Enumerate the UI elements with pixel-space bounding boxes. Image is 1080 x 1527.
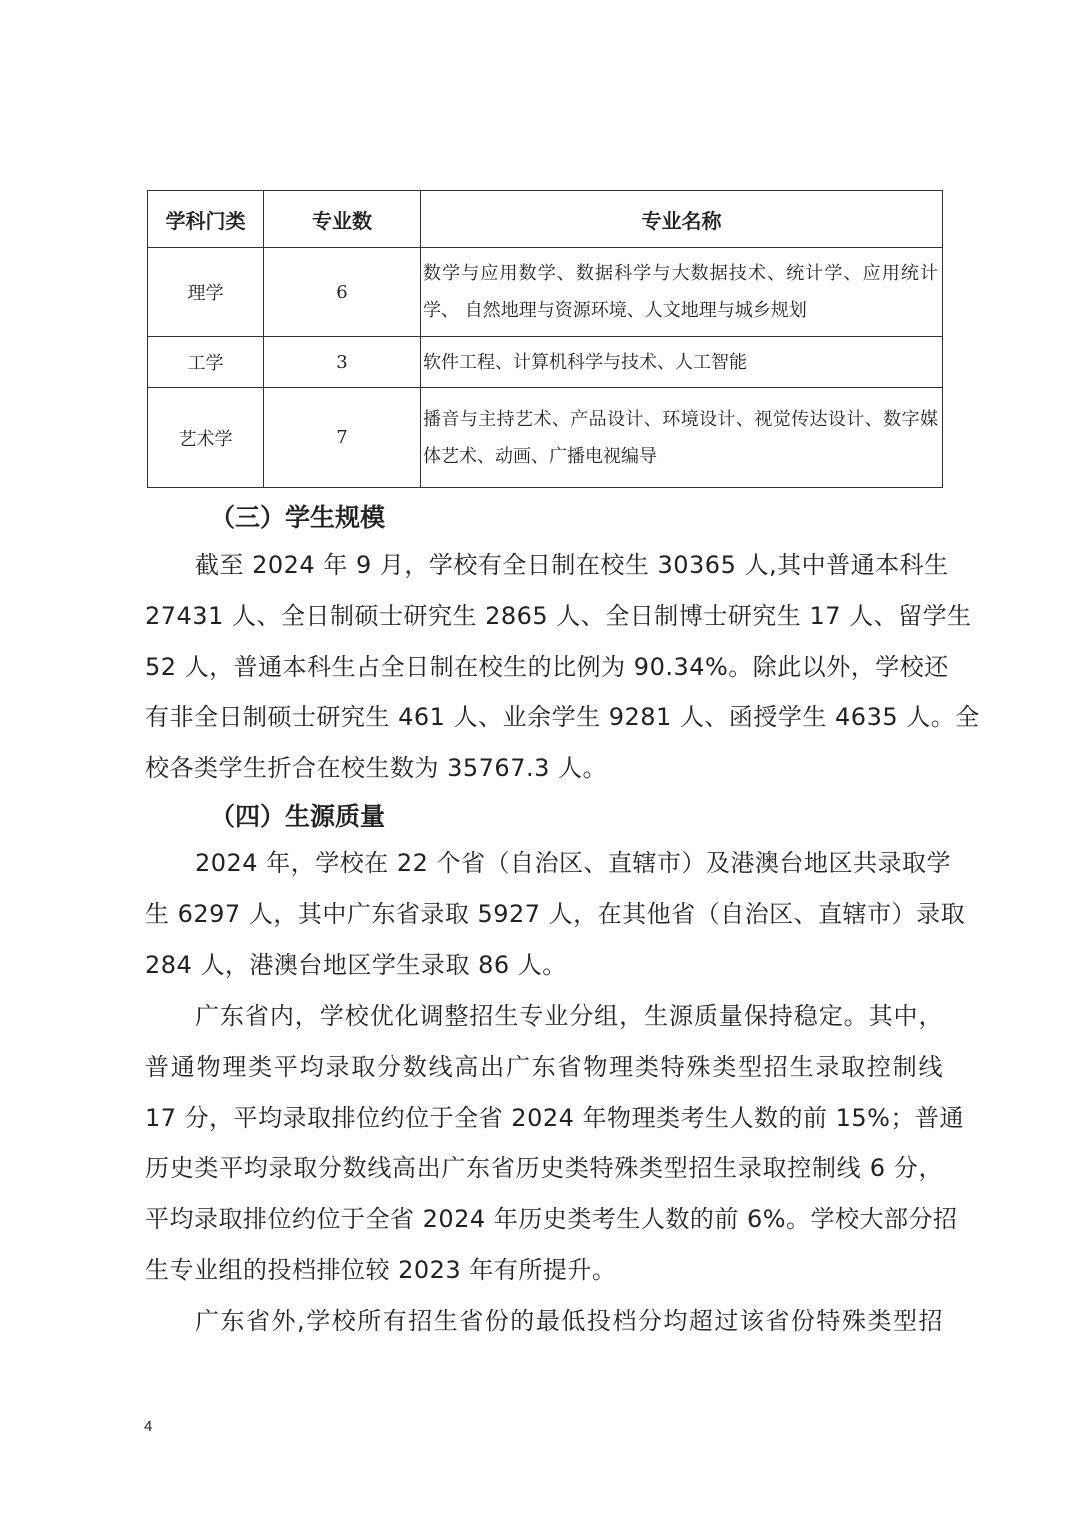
paragraph-line: 截至 2024 年 9 月，学校有全日制在校生 30365 人,其中普通本科生 — [195, 551, 949, 579]
majors-table — [147, 190, 943, 488]
cell-category: 工学 — [148, 337, 264, 388]
paragraph-line: 生 6297 人，其中广东省录取 5927 人，在其他省（自治区、直辖市）录取 — [145, 899, 966, 928]
cell-names: 播音与主持艺术、产品设计、环境设计、视觉传达设计、数字媒体艺术、动画、广播电视编导 — [421, 388, 943, 488]
header-count: 专业数 — [264, 191, 421, 248]
paragraph-line: 284 人，港澳台地区学生录取 86 人。 — [145, 950, 567, 979]
paragraph-line: 27431 人、全日制硕士研究生 2865 人、全日制博士研究生 17 人、留学生 — [145, 601, 972, 630]
paragraph-line: 生专业组的投档排位较 2023 年有所提升。 — [145, 1256, 617, 1284]
paragraph-line: 平均录取排位约位于全省 2024 年历史类考生人数的前 6%。学校大部分招 — [145, 1205, 958, 1234]
cell-names: 软件工程、计算机科学与技术、人工智能 — [421, 337, 943, 388]
section3-heading: （三）学生规模 — [210, 503, 386, 532]
table-header — [148, 191, 943, 248]
table-row — [148, 388, 943, 488]
paragraph-line: 校各类学生折合在校生数为 35767.3 人。 — [145, 754, 608, 783]
section4-heading: （四）生源质量 — [210, 802, 386, 831]
paragraph-line: 普通物理类平均录取分数线高出广东省物理类特殊类型招生录取控制线 — [145, 1052, 943, 1081]
paragraph-line: 广东省外,学校所有招生省份的最低投档分均超过该省份特殊类型招 — [195, 1307, 943, 1335]
page-number: 4 — [144, 1418, 153, 1435]
paragraph-line: 17 分，平均录取排位约位于全省 2024 年物理类考生人数的前 15%；普通 — [145, 1103, 964, 1132]
cell-count: 6 — [264, 248, 421, 337]
paragraph-line: 52 人，普通本科生占全日制在校生的比例为 90.34%。除此以外，学校还 — [145, 652, 949, 681]
cell-count: 7 — [264, 388, 421, 488]
paragraph-line: 历史类平均录取分数线高出广东省历史类特殊类型招生录取控制线 6 分， — [145, 1154, 943, 1183]
cell-category: 理学 — [148, 248, 264, 337]
paragraph-line: 2024 年，学校在 22 个省（自治区、直辖市）及港澳台地区共录取学 — [195, 849, 952, 877]
header-names: 专业名称 — [421, 191, 943, 248]
table-row — [148, 337, 943, 388]
paragraph-line: 有非全日制硕士研究生 461 人、业余学生 9281 人、函授学生 4635 人。全 — [145, 703, 980, 732]
paragraph-line: 广东省内，学校优化调整招生专业分组，生源质量保持稳定。其中， — [195, 1002, 943, 1030]
cell-category: 艺术学 — [148, 388, 264, 488]
table-row — [148, 248, 943, 337]
cell-names: 数学与应用数学、数据科学与大数据技术、统计学、应用统计学、 自然地理与资源环境、人文地理与城乡规划 — [421, 248, 943, 337]
header-category: 学科门类 — [148, 191, 264, 248]
cell-count: 3 — [264, 337, 421, 388]
